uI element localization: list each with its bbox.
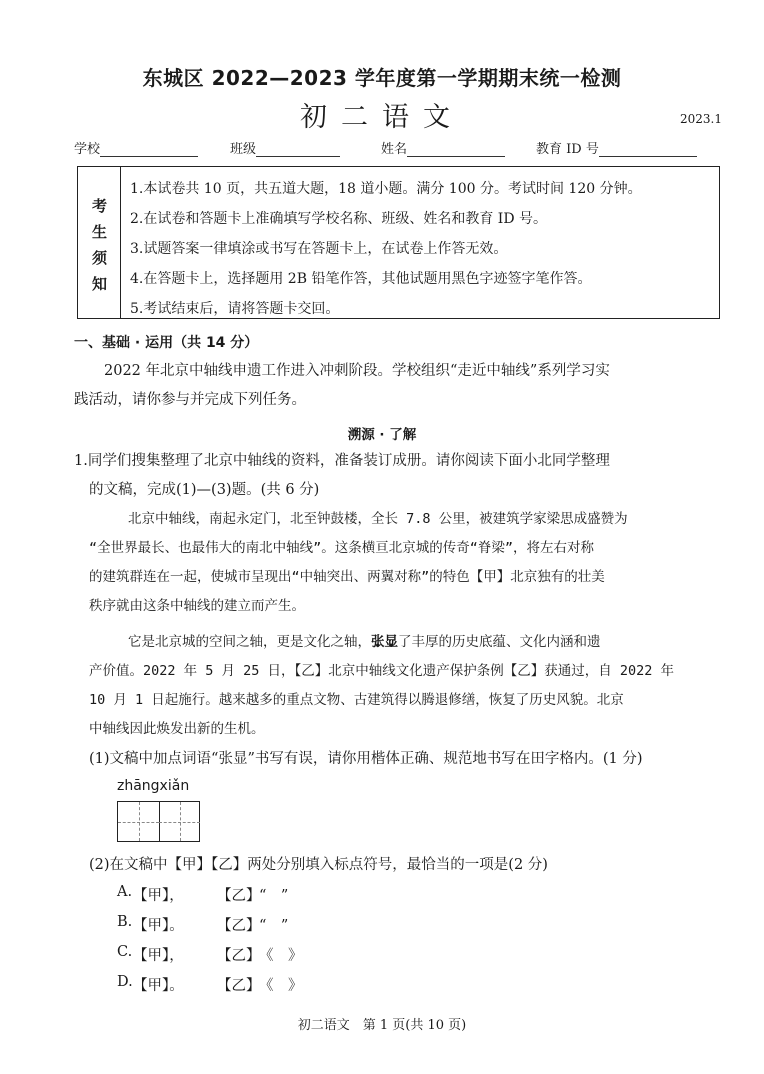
passage-line: 它是北京城的空间之轴，更是文化之轴，张显了丰厚的历史底蕴、文化内涵和遗 — [128, 634, 601, 650]
passage-line: 10 月 1 日起施行。越来越多的重点文物、古建筑得以腾退修缮，恢复了历史风貌。北京 — [89, 692, 624, 708]
notice-list — [130, 174, 642, 324]
passage-line: “全世界最长、也最伟大的南北中轴线”。这条横亘北京城的传奇“脊梁”，将左右对称 — [89, 540, 595, 556]
dotted-char: 显 — [384, 634, 398, 650]
section-heading: 一、基础 · 运用（共 14 分） — [74, 335, 259, 351]
notice-item: 4.在答题卡上，选择题用 2B 铅笔作答，其他试题用黑色字迹签字笔作答。 — [130, 271, 592, 287]
notice-item: 1.本试卷共 10 页，共五道大题，18 道小题。满分 100 分。考试时间 120 分钟。 — [130, 181, 642, 197]
pinyin-label: zhāngxiǎn — [117, 778, 190, 794]
option-d[interactable]: D. 【甲】。 【乙】 《 》 — [117, 974, 303, 994]
page-footer: 初二语文 第 1 页(共 10 页) — [297, 1018, 467, 1033]
passage-line: 产价值。2022 年 5 月 25 日，【乙】北京中轴线文化遗产保护条例【乙】获通过，自 2022 年 — [89, 663, 675, 679]
intro-line: 2022 年北京中轴线申遗工作进入冲刺阶段。学校组织“走近中轴线”系列学习实 — [104, 363, 610, 379]
passage-line: 北京中轴线，南起永定门，北至钟鼓楼，全长 7.8 公里，被建筑学家梁思成盛赞为 — [128, 511, 628, 527]
exam-date: 2023.1 — [680, 112, 722, 126]
option-b[interactable]: B. 【甲】。 【乙】 “ ” — [117, 914, 289, 934]
name-field[interactable]: 姓名 — [381, 138, 505, 157]
notice-item: 2.在试卷和答题卡上准确填写学校名称、班级、姓名和教育 ID 号。 — [130, 211, 548, 227]
question-stem: 的文稿，完成(1)—(3)题。(共 6 分) — [89, 482, 320, 498]
subsection-heading: 溯源 · 了解 — [347, 427, 417, 443]
intro-line: 践活动，请你参与并完成下列任务。 — [74, 392, 306, 408]
exam-title: 东城区 2022—2023 学年度第一学期期末统一检测 — [142, 66, 622, 90]
passage-line: 中轴线因此焕发出新的生机。 — [89, 721, 265, 737]
option-c[interactable]: C. 【甲】， 【乙】 《 》 — [117, 944, 303, 964]
tianzige-grid[interactable] — [117, 801, 200, 842]
tianzige-cell[interactable] — [118, 802, 160, 841]
notice-item: 5.考试结束后，请将答题卡交回。 — [130, 301, 340, 317]
question-stem: 1.同学们搜集整理了北京中轴线的资料，准备装订成册。请你阅读下面小北同学整理 — [74, 453, 610, 469]
exam-notice-box — [77, 166, 720, 319]
tianzige-cell[interactable] — [159, 802, 200, 841]
class-field[interactable]: 班级 — [230, 138, 340, 157]
notice-item: 3.试题答案一律填涂或书写在答题卡上，在试卷上作答无效。 — [130, 241, 508, 257]
sub-question-2: (2)在文稿中【甲】【乙】两处分别填入标点符号，最恰当的一项是(2 分) — [89, 857, 548, 873]
notice-heading: 考 生 须 知 — [78, 167, 121, 318]
education-id-field[interactable]: 教育 ID 号 — [536, 138, 697, 157]
subject-title: 初二语文 — [300, 102, 464, 133]
option-a[interactable]: A. 【甲】， 【乙】 “ ” — [117, 884, 289, 904]
sub-question-1: (1)文稿中加点词语“张显”书写有误，请你用楷体正确、规范地书写在田字格内。(1 分) — [89, 751, 643, 767]
school-field[interactable]: 学校 — [74, 138, 198, 157]
passage-line: 秩序就由这条中轴线的建立而产生。 — [89, 598, 305, 614]
dotted-char: 张 — [371, 634, 385, 650]
passage-line: 的建筑群连在一起，使城市呈现出“中轴突出、两翼对称”的特色【甲】北京独有的壮美 — [89, 569, 605, 585]
